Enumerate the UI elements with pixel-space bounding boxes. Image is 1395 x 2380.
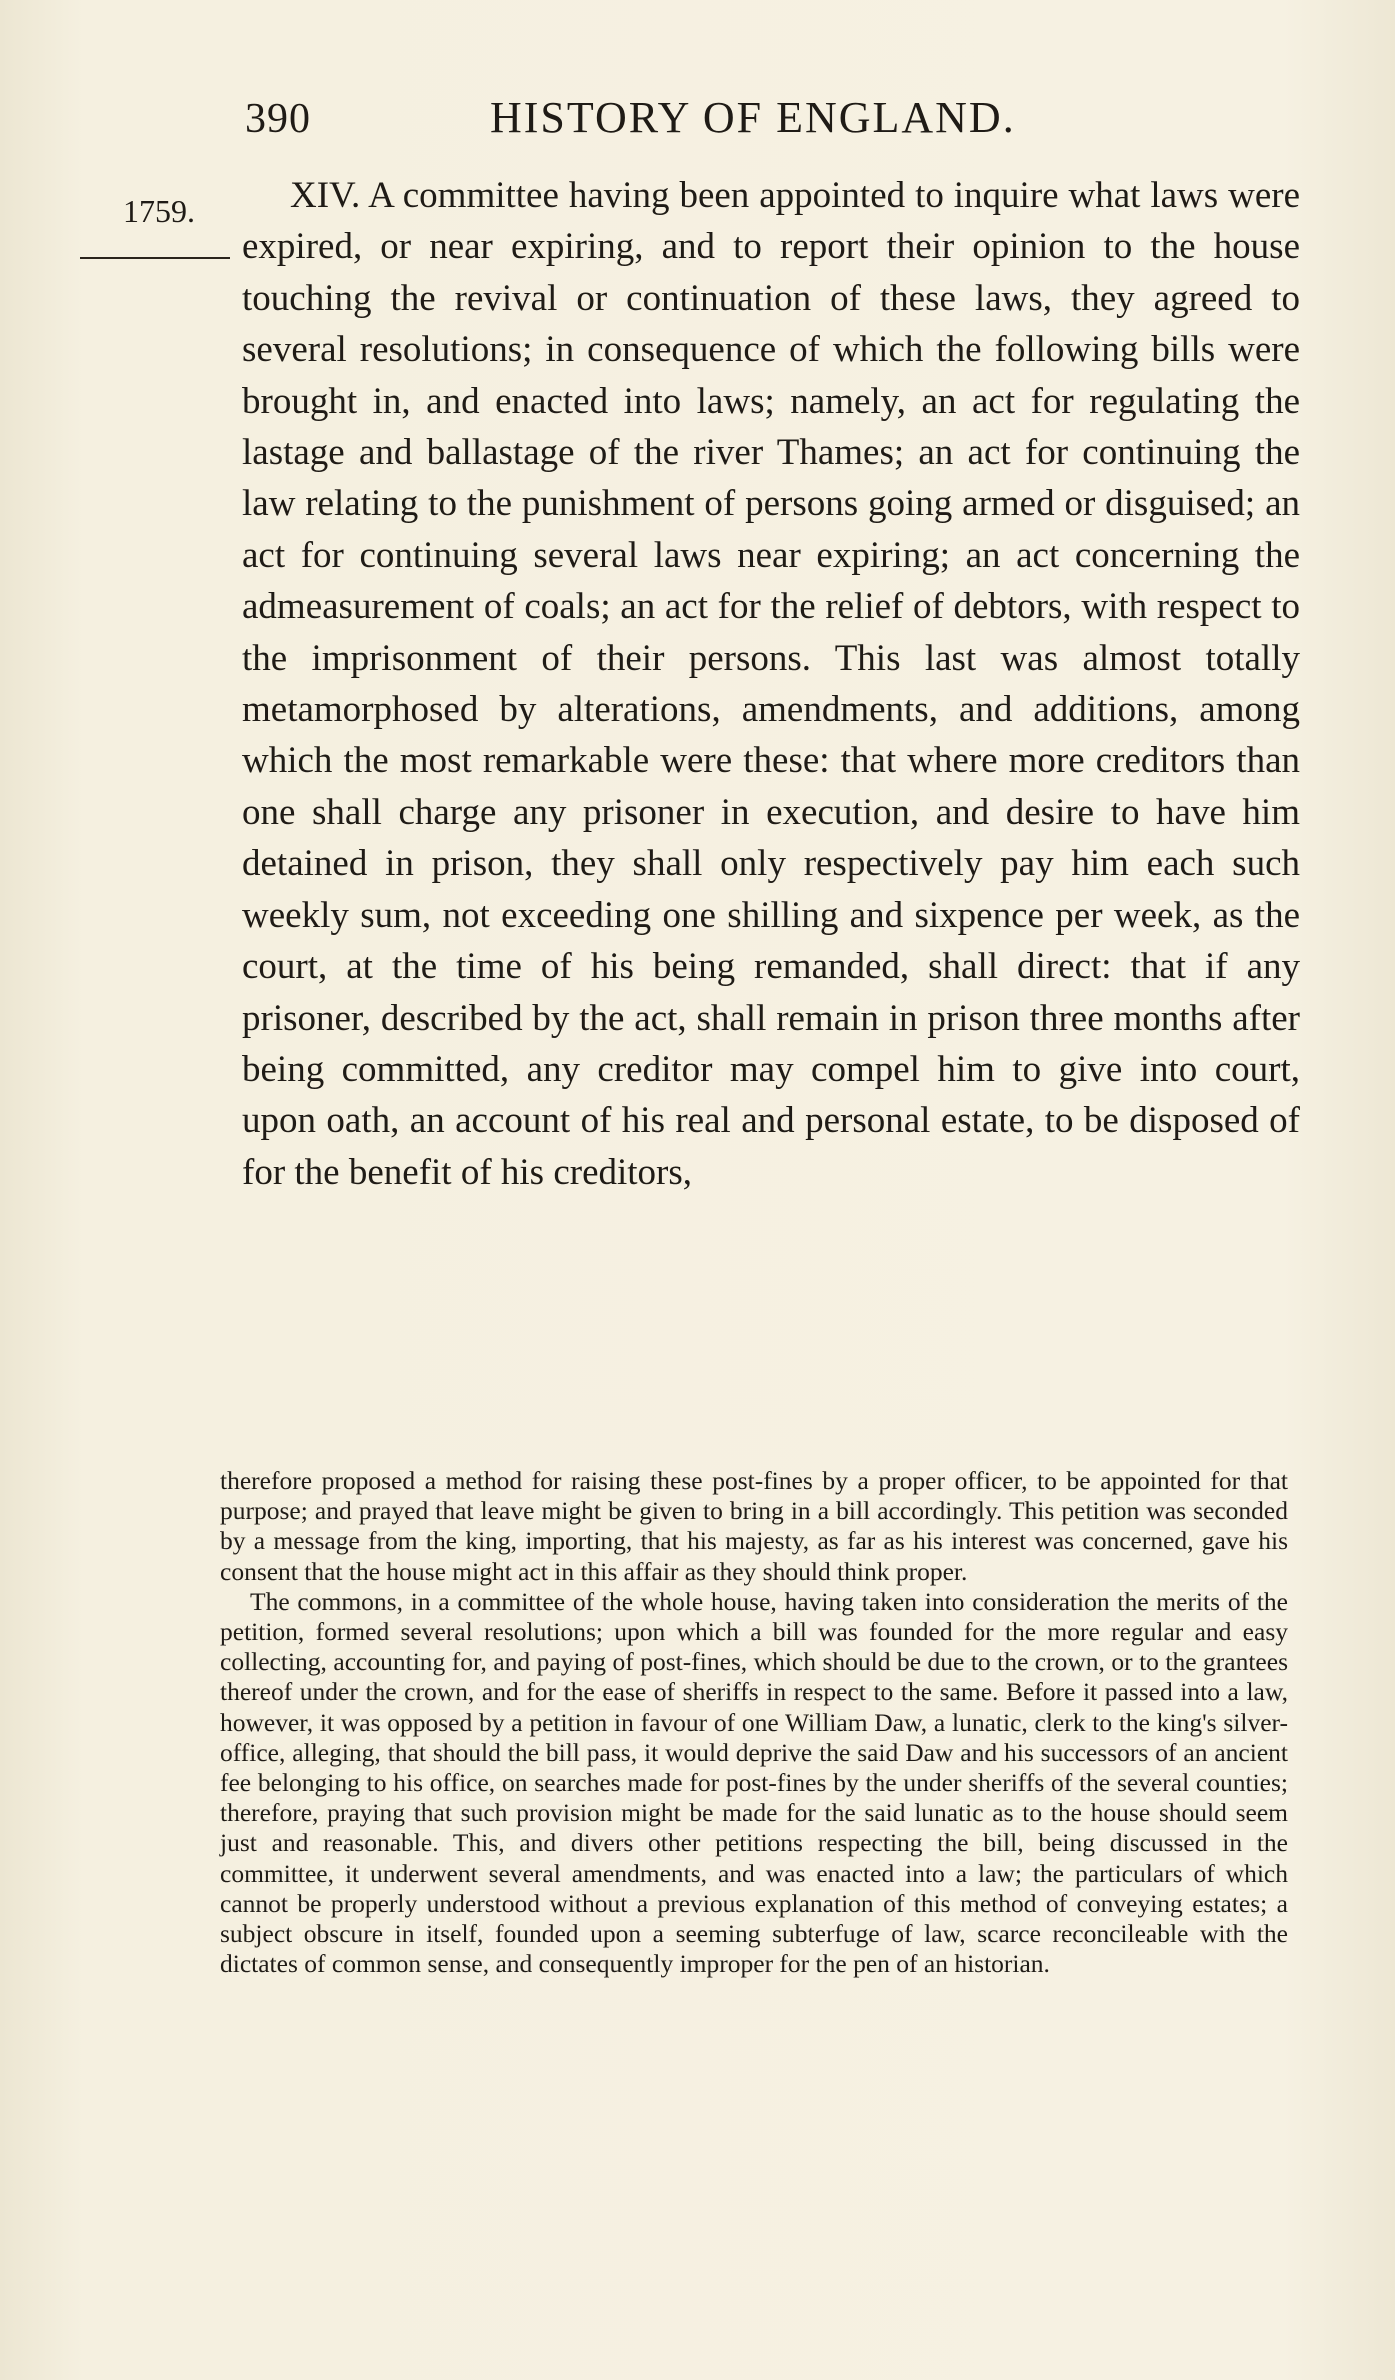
main-paragraph: XIV. A committee having been appointed to inquire what laws were expired, or near expiring, and to report their opinion to the house touching the revival or continuation of these laws, they agreed to several resolutions; in consequence of which the following bills were brought in, and enacted into laws; namely, an act for regulating the lastage and ballastage of the river Thames; an act for continuing the law relating to the punishment of persons going armed or disguised; an act for continuing several laws near expiring; an act concerning the admeasurement of coals; an act for the relief of debtors, with respect to the imprisonment of their persons. This last was almost totally metamorphosed by alterations, amendments, and additions, among which the most remarkable were these: that where more creditors than one shall charge any prisoner in execution, and desire to have him detained in prison, they shall only respectively pay him each such weekly sum, not exceeding one shilling and sixpence per week, as the court, at the time of his being remanded, shall direct: that if any prisoner, described by the act, shall remain in prison three months after being committed, any creditor may compel him to give into court, upon oath, an account of his real and personal estate, to be disposed of for the benefit of his creditors, bbox=[242, 175, 1300, 1193]
margin-rule bbox=[80, 257, 230, 259]
margin-year-note: 1759. bbox=[123, 193, 195, 229]
footnote-paragraph-2: The commons, in a committee of the whole house, having taken into consideration the merits of the petition, formed several resolutions; upon which a bill was founded for the more regular and easy collecting, accounting for, and paying of post-fines, which should be due to the crown, or to the grantees thereof under the crown, and for the ease of sheriffs in respect to the same. Before it passed into a law, however, it was opposed by a petition in favour of one William Daw, a lunatic, clerk to the king's silver-office, alleging, that should the bill pass, it would deprive the said Daw and his successors of an ancient fee belonging to his office, on searches made for post-fines by the under sheriffs of the several counties; therefore, praying that such provision might be made for the said lunatic as to the house should seem just and reasonable. This, and divers other petitions respecting the bill, being discussed in the committee, it underwent several amendments, and was enacted into a law; the particulars of which cannot be properly understood without a previous explanation of this method of conveying estates; a subject obscure in itself, founded upon a seeming subterfuge of law, scarce reconcileable with the dictates of common sense, and consequently improper for the pen of an historian. bbox=[220, 1586, 1288, 1979]
main-text-body bbox=[242, 170, 1300, 1198]
footnote-paragraph-1: therefore proposed a method for raising these post-fines by a proper officer, to be appointed for that purpose; and prayed that leave might be given to bring in a bill accordingly. This petition was seconded by a message from the king, importing, that his majesty, as far as his interest was concerned, gave his consent that the house might act in this affair as they should think proper. bbox=[220, 1466, 1288, 1586]
footnotes bbox=[220, 1466, 1288, 1979]
page-number: 390 bbox=[245, 96, 311, 142]
running-head-title: HISTORY OF ENGLAND. bbox=[490, 93, 1016, 142]
